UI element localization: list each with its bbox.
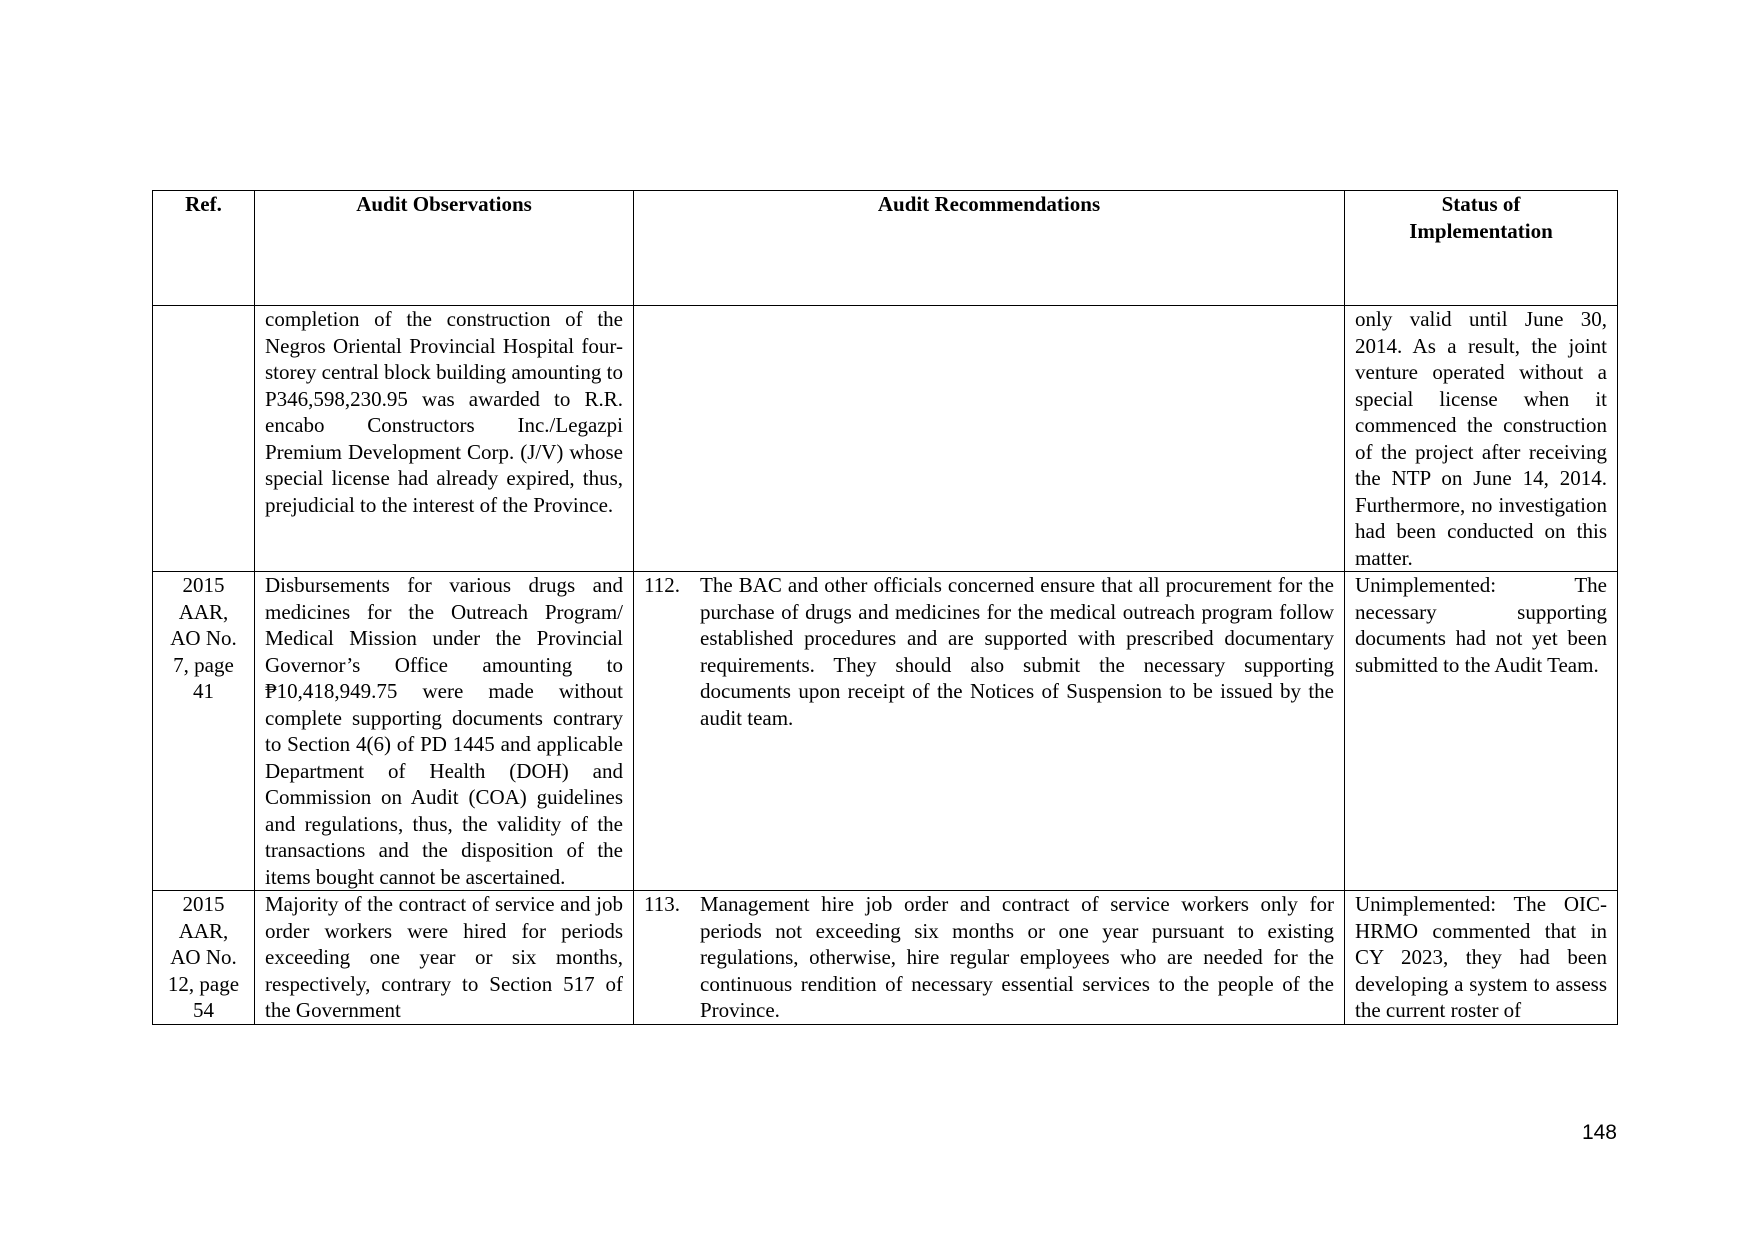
header-status-label: Status of Implementation	[1409, 192, 1553, 243]
table-row	[153, 572, 1618, 891]
header-recommendations: Audit Recommendations	[634, 191, 1345, 306]
recommendation-cell	[634, 306, 1345, 572]
observation-cell: Disbursements for various drugs and medicines for the Outreach Program/ Medical Mission under the Provincial Governor’s Office amounting to ₱10,418,949.75 were made without complete supporting documents contrary to Section 4(6) of PD 1445 and applicable Department of Health (DOH) and Commission on Audit (COA) guidelines and regulations, thus, the validity of the transactions and the disposition of the items bought cannot be ascertained.	[255, 572, 634, 891]
header-ref: Ref.	[153, 191, 255, 306]
recommendation-number: 113.	[644, 892, 680, 916]
recommendation-text: Management hire job order and contract of service workers only for periods not exceeding six months or one year pursuant to existing regulations, otherwise, hire regular employees who are needed for the continuous rendition of necessary essential services to the people of the Province.	[700, 892, 1334, 1022]
header-row	[153, 191, 1618, 306]
status-cell: Unimplemented: The necessary supporting documents had not yet been submitted to the Audit Team.	[1345, 572, 1618, 891]
header-status	[1345, 191, 1618, 306]
status-cell: only valid until June 30, 2014. As a result, the joint venture operated without a special license when it commenced the construction of the project after receiving the NTP on June 14, 2014. Furthermore, no investigation had been conducted on this matter.	[1345, 306, 1618, 572]
ref-cell	[153, 306, 255, 572]
observation-cell: Majority of the contract of service and job order workers were hired for periods exceeding one year or six months, respectively, contrary to Section 517 of the Government	[255, 891, 634, 1025]
status-cell: Unimplemented: The OIC-HRMO commented that in CY 2023, they had been developing a system to assess the current roster of	[1345, 891, 1618, 1025]
recommendation-number: 112.	[644, 573, 680, 597]
table-row	[153, 306, 1618, 572]
header-observations: Audit Observations	[255, 191, 634, 306]
table-row	[153, 891, 1618, 1025]
ref-cell: 2015 AAR, AO No. 12, page 54	[153, 891, 255, 1025]
ref-cell: 2015 AAR, AO No. 7, page 41	[153, 572, 255, 891]
recommendation-text: The BAC and other officials concerned ensure that all procurement for the purchase of drugs and medicines for the medical outreach program follow established procedures and are supported with prescribed documentary requirements. They should also submit the necessary supporting documents upon receipt of the Notices of Suspension to be issued by the audit team.	[700, 573, 1334, 730]
recommendation-cell	[634, 572, 1345, 891]
page-number: 148	[1581, 1121, 1617, 1144]
observation-cell: completion of the construction of the Negros Oriental Provincial Hospital four-storey central block building amounting to P346,598,230.95 was awarded to R.R. encabo Constructors Inc./Legazpi Premium Development Corp. (J/V) whose special license had already expired, thus, prejudicial to the interest of the Province.	[255, 306, 634, 572]
recommendation-cell	[634, 891, 1345, 1025]
audit-table	[152, 190, 1618, 1025]
